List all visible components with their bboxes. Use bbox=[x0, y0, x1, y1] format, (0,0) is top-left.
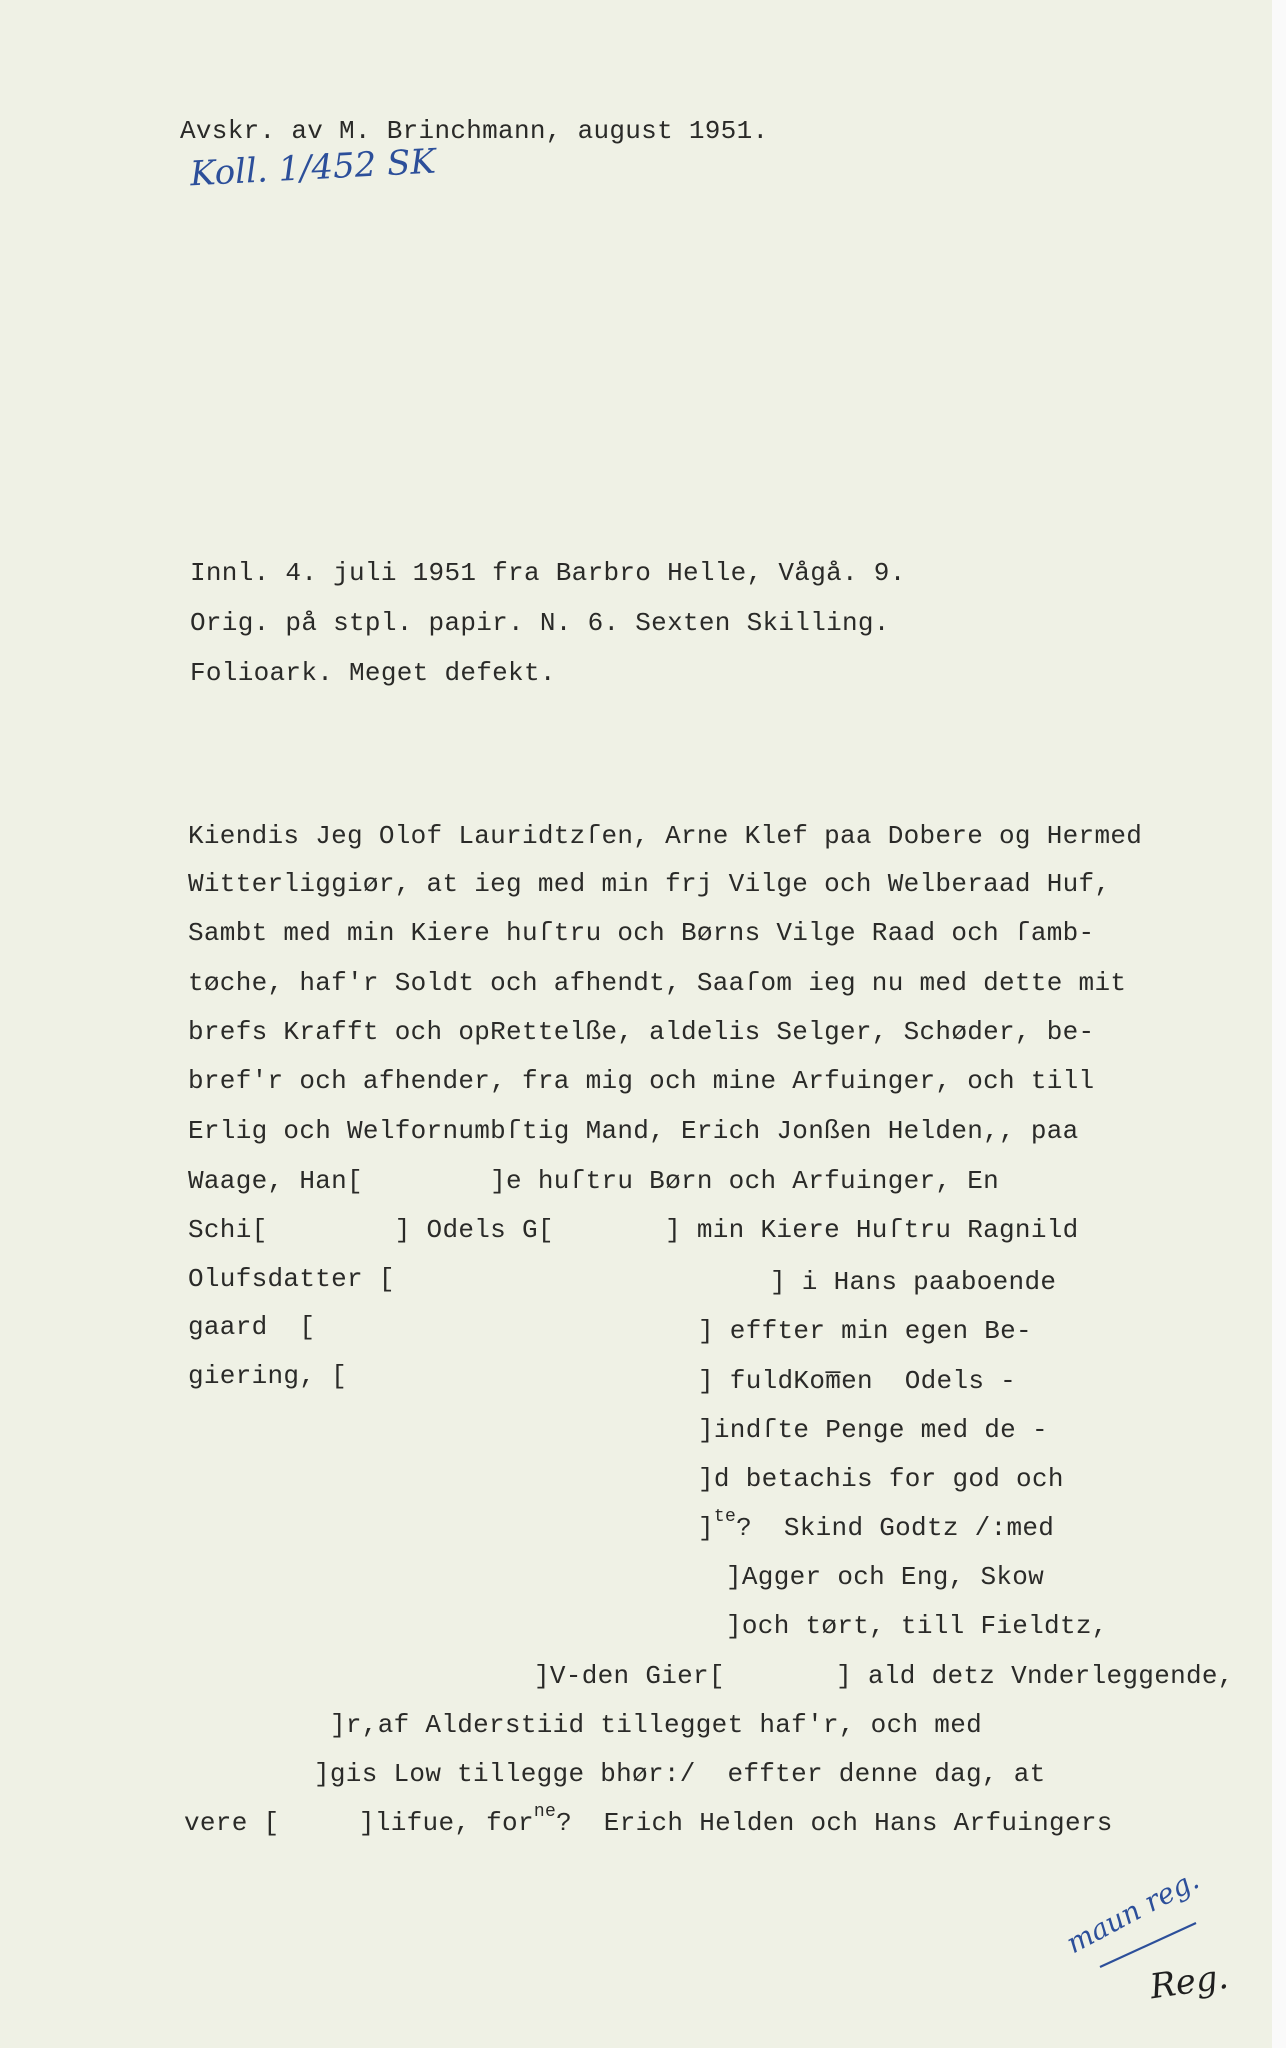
intake-line-3: Folioark. Meget defekt. bbox=[190, 658, 556, 688]
body-line: Witterliggiør, at ieg med min frj Vilge och Welberaad Huf, bbox=[188, 869, 1111, 899]
catalog-mark: Koll. 1/452 SK bbox=[189, 141, 437, 195]
body-line: ]Agger och Eng, Skow bbox=[726, 1562, 1045, 1592]
body-line: Erlig och Welfornumbſtig Mand, Erich Jonßen Helden,, paa bbox=[188, 1116, 1079, 1146]
body-line: ]gis Low tillegge bhør:/ effter denne dag, at bbox=[314, 1759, 1046, 1789]
body-line: giering, [ bbox=[188, 1361, 348, 1391]
registration-initials: Reg. bbox=[1147, 1956, 1231, 2008]
body-line bbox=[698, 1507, 1055, 1543]
body-line: Kiendis Jeg Olof Lauridtzſen, Arne Klef paa Dobere og Hermed bbox=[188, 821, 1143, 851]
body-line: Sambt med min Kiere huſtru och Børns Vilge Raad och ſamb- bbox=[188, 918, 1095, 948]
body-line: Waage, Han[ ]e huſtru Børn och Arfuinger, En bbox=[188, 1166, 1000, 1196]
body-line: bref'r och afhender, fra mig och mine Arfuinger, och till bbox=[188, 1066, 1095, 1096]
body-line: ] fuldKom̅en Odels - bbox=[698, 1366, 1017, 1396]
body-line: tøche, haf'r Soldt och afhendt, Saaſom ieg nu med dette mit bbox=[188, 968, 1127, 998]
superscript: te bbox=[713, 1507, 737, 1528]
body-line: ] i Hans paaboende bbox=[770, 1267, 1057, 1297]
page-margin bbox=[1272, 0, 1286, 2048]
superscript: ne bbox=[533, 1802, 557, 1823]
intake-line-1: Innl. 4. juli 1951 fra Barbro Helle, Vågå. 9. bbox=[190, 558, 906, 588]
body-line: ]r,af Alderstiid tillegget haf'r, och med bbox=[330, 1710, 983, 1740]
body-line: ]d betachis for god och bbox=[698, 1464, 1064, 1494]
body-fragment: vere [ ]lifue, for bbox=[184, 1808, 534, 1838]
body-line: brefs Krafft och opRettelße, aldelis Selger, Schøder, be- bbox=[188, 1017, 1095, 1047]
body-line: Schi[ ] Odels G[ ] min Kiere Huſtru Ragnild bbox=[188, 1215, 1079, 1245]
body-line: gaard [ bbox=[188, 1312, 316, 1342]
body-fragment: ] bbox=[698, 1513, 714, 1543]
body-line bbox=[184, 1802, 1113, 1838]
body-line: Olufsdatter [ bbox=[188, 1264, 395, 1294]
registration-note: maun reg. bbox=[1060, 1862, 1205, 1961]
intake-line-2: Orig. på stpl. papir. N. 6. Sexten Skilling. bbox=[190, 608, 890, 638]
body-fragment: ? Erich Helden och Hans Arfuingers bbox=[556, 1808, 1113, 1838]
body-fragment: ? Skind Godtz /:med bbox=[736, 1513, 1055, 1543]
body-line: ]och tørt, till Fieldtz, bbox=[726, 1611, 1108, 1641]
body-line: ]indſte Penge med de - bbox=[698, 1415, 1048, 1445]
body-line: ] effter min egen Be- bbox=[698, 1316, 1032, 1346]
transcriber-line: Avskr. av M. Brinchmann, august 1951. bbox=[180, 116, 769, 146]
body-line: ]V-den Gier[ ] ald detz Vnderleggende, bbox=[534, 1661, 1234, 1691]
